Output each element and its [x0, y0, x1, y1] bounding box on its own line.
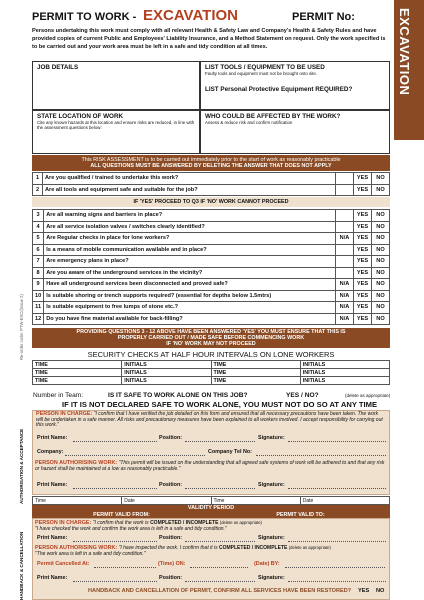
hb-print-name-label: Print Name: — [37, 535, 68, 541]
permit-no-label: PERMIT No: — [292, 11, 355, 23]
question-number: 2 — [33, 184, 43, 196]
in-charge-statement: "I confirm that I have verified the job detailed on this form and ensured that all necessary precautions have been taken. The work will be undertaken in a safe manner. All risks and precautionary measures have been explained to all workers involved. I accept responsibility for carrying out this work." — [36, 411, 383, 429]
hb2-position-label: Position: — [159, 575, 183, 581]
no-option[interactable]: NO — [372, 173, 390, 185]
question-number: 4 — [33, 221, 44, 233]
security-row — [33, 377, 390, 385]
hb2-print-name-field[interactable] — [73, 577, 157, 582]
security-row — [33, 361, 390, 369]
who-affected-label: WHO COULD BE AFFECTED BY THE WORK? — [205, 113, 341, 120]
permit-valid-to: PERMIT VALID TO: — [211, 512, 390, 518]
question-row — [33, 279, 390, 291]
auth-print-name-label: Print Name: — [37, 435, 68, 441]
time-on-label: (Time) ON: — [158, 561, 186, 567]
yes-option[interactable]: YES — [354, 244, 372, 256]
delete-note: (delete as appropriate) — [345, 393, 391, 398]
no-option[interactable]: NO — [372, 279, 390, 291]
question-text: Is suitable equipment to free lumps of stone etc.? — [44, 302, 336, 314]
question-number: 6 — [33, 244, 44, 256]
side-tab — [394, 0, 424, 140]
reorder-code: Re-order code: PTW-EXC/(Issue 2) — [19, 294, 24, 360]
question-row — [33, 313, 390, 325]
question-row — [33, 221, 390, 233]
safe-alone-question: IS IT SAFE TO WORK ALONE ON THIS JOB? — [108, 392, 248, 399]
question-text: Are emergency plans in place? — [44, 256, 336, 268]
state-location-note: Cite any known hazards at this location and ensure risks are reduced, in line with the assessment questions below: — [37, 120, 195, 130]
time-on-field[interactable] — [190, 563, 248, 568]
auth2-signature-label: Signature: — [258, 482, 285, 488]
handback-in-charge-label: PERSON IN CHARGE: — [35, 520, 92, 526]
yes-option[interactable]: YES — [354, 256, 372, 268]
auth2-print-name-field[interactable] — [73, 484, 157, 489]
job-details-label: JOB DETAILS — [37, 64, 79, 71]
no-option[interactable]: NO — [372, 302, 390, 314]
list-tools-note: Faulty tools and equipment must not be brought onto site. — [205, 71, 318, 76]
valid-to-date[interactable]: Date — [300, 497, 389, 505]
question-text: Are you qualified / trained to undertake this work? — [43, 173, 336, 185]
date-by-field[interactable] — [285, 563, 385, 568]
company-label: Company: — [37, 449, 64, 455]
permit-cancelled-field[interactable] — [94, 563, 156, 568]
valid-to-time[interactable]: Time — [211, 497, 300, 505]
question-text: Are all tools and equipment safe and suitable for the job? — [43, 184, 336, 196]
risk-assessment-banner — [32, 155, 390, 171]
company-tel-label: Company Tel No: — [208, 449, 252, 455]
question-text: Are Regular checks in place for lone workers? — [44, 233, 336, 245]
handback-no-option[interactable]: NO — [376, 588, 385, 594]
authorising-statement-block — [35, 461, 387, 472]
auth2-position-field[interactable] — [185, 484, 255, 489]
handback-completed-option[interactable]: COMPLETED / INCOMPLETE — [150, 520, 219, 526]
question-number: 12 — [33, 313, 44, 325]
handback-in-charge-text2: "I have checked the work and confirm the work area is left in a safe and tidy condition." — [35, 525, 227, 532]
work-alone-warning: IF IT IS NOT DECLARED SAFE TO WORK ALONE, YOU MUST NOT DO SO AT ANY TIME — [62, 400, 378, 409]
no-option[interactable]: NO — [372, 244, 390, 256]
na-option[interactable]: N/A — [336, 233, 354, 245]
security-initials-cell[interactable]: INITIALS — [300, 369, 389, 377]
question-text: Is suitable shoring or trench supports required? (essential for depths below 1.5mtrs) — [44, 290, 336, 302]
providing-line1: PROVIDING QUESTIONS 3 - 12 ABOVE HAVE BEEN ANSWERED 'YES' YOU MUST ENSURE THAT THIS IS — [76, 329, 346, 335]
location-box[interactable] — [32, 110, 200, 154]
security-time-cell[interactable]: TIME — [211, 361, 300, 369]
question-row — [33, 244, 390, 256]
na-option[interactable] — [336, 244, 354, 256]
question-row — [33, 233, 390, 245]
no-option[interactable]: NO — [372, 221, 390, 233]
security-time-cell[interactable]: TIME — [33, 377, 122, 385]
risk-banner-line2: ALL QUESTIONS MUST BE ANSWERED BY DELETING THE ANSWER THAT DOES NOT APPLY — [90, 163, 332, 170]
auth-signature-field[interactable] — [288, 437, 386, 442]
form-title: EXCAVATION — [143, 7, 239, 24]
security-initials-cell[interactable]: INITIALS — [300, 377, 389, 385]
question-row — [33, 210, 390, 222]
handback-delete-note: (delete as appropriate) — [219, 520, 262, 525]
security-time-cell[interactable]: TIME — [211, 377, 300, 385]
validity-grid — [32, 496, 390, 505]
company-tel-field[interactable] — [256, 451, 386, 456]
na-option[interactable]: N/A — [336, 313, 354, 325]
security-time-cell[interactable]: TIME — [33, 369, 122, 377]
auth2-signature-field[interactable] — [288, 484, 386, 489]
yes-no-option[interactable]: YES / NO? — [286, 392, 319, 399]
na-option[interactable] — [336, 256, 354, 268]
handback-authorising-text: "I have inspected the work. I confirm that it is — [118, 545, 218, 551]
list-tools-label: LIST TOOLS / EQUIPMENT TO BE USED — [205, 64, 325, 71]
handback-authorising-text2: "The work area is left in a safe and tidy condition." — [35, 550, 146, 557]
no-option[interactable]: NO — [372, 313, 390, 325]
handback-in-charge-text: "I confirm that the work is — [92, 520, 149, 526]
affected-box[interactable] — [200, 110, 390, 154]
intro-text: Persons undertaking this work must comply with all relevant Health & Safety Law and Company's Health & Safety Rules and have provided copies of current Public and Employees' Liability Insurance, and a Method Statement on request. Only the work specified is to be carried out and your work area must be left in a safe and tidy condition at all times. — [32, 28, 386, 50]
permit-to-work-label: PERMIT TO WORK - — [32, 11, 137, 23]
security-checks-grid — [32, 360, 390, 385]
yes-option[interactable]: YES — [354, 290, 372, 302]
auth-signature-label: Signature: — [258, 435, 285, 441]
hb-position-label: Position: — [159, 535, 183, 541]
question-text: Do you have fine material available for back-filling? — [44, 313, 336, 325]
side-tab-label: EXCAVATION — [397, 8, 412, 96]
questions-table-b — [32, 209, 390, 325]
hb-position-field[interactable] — [185, 537, 255, 542]
valid-from-date[interactable]: Date — [122, 497, 211, 505]
handback-authorising-block — [35, 545, 387, 558]
auth-print-name-field[interactable] — [73, 437, 157, 442]
security-initials-cell[interactable]: INITIALS — [122, 361, 211, 369]
auth2-position-label: Position: — [159, 482, 183, 488]
question-number: 10 — [33, 290, 44, 302]
hb-signature-field[interactable] — [288, 537, 386, 542]
no-option[interactable]: NO — [372, 210, 390, 222]
no-option[interactable]: NO — [372, 184, 390, 196]
question-row — [33, 267, 390, 279]
list-ppe-label: LIST Personal Protective Equipment REQUIRED? — [205, 86, 353, 93]
question-number: 11 — [33, 302, 44, 314]
na-option[interactable]: N/A — [336, 279, 354, 291]
handback-side-label: HANDBACK & CANCELLATION — [19, 531, 24, 600]
security-initials-cell[interactable]: INITIALS — [122, 377, 211, 385]
in-charge-label: PERSON IN CHARGE: — [36, 411, 93, 417]
na-option[interactable]: N/A — [336, 302, 354, 314]
hb-print-name-field[interactable] — [73, 537, 157, 542]
handback-footer: HANDBACK AND CANCELLATION OF PERMIT, CONFIRM ALL SERVICES HAVE BEEN RESTORED? — [88, 588, 352, 594]
risk-banner-line1: This RISK ASSESSMENT is to be carried out immediately prior to the start of work as reasonably practicable — [81, 157, 341, 163]
auth2-print-name-label: Print Name: — [37, 482, 68, 488]
yes-option[interactable]: YES — [354, 233, 372, 245]
authorisation-side-label: AUTHORISATION & ACCEPTANCE — [19, 428, 24, 504]
handback-authorising-delete-note: (delete as appropriate) — [288, 545, 331, 550]
yes-option[interactable]: YES — [354, 313, 372, 325]
no-option[interactable]: NO — [372, 233, 390, 245]
question-row — [33, 173, 390, 185]
na-option[interactable]: N/A — [336, 290, 354, 302]
validity-period-banner: VALIDITY PERIOD — [32, 505, 390, 512]
question-number: 7 — [33, 256, 44, 268]
number-in-team-label: Number in Team: — [33, 392, 84, 399]
valid-from-time[interactable]: Time — [33, 497, 122, 505]
no-option[interactable]: NO — [372, 267, 390, 279]
security-time-cell[interactable]: TIME — [33, 361, 122, 369]
yes-option[interactable]: YES — [354, 210, 372, 222]
question-number: 1 — [33, 173, 43, 185]
handback-yes-option[interactable]: YES — [358, 588, 370, 594]
security-heading: SECURITY CHECKS AT HALF HOUR INTERVALS ON LONE WORKERS — [87, 350, 335, 359]
providing-banner — [32, 328, 390, 348]
providing-line3: IF 'NO' WORK MAY NOT PROCEED — [166, 341, 256, 348]
question-number: 8 — [33, 267, 44, 279]
hb2-signature-field[interactable] — [288, 577, 386, 582]
hb2-position-field[interactable] — [185, 577, 255, 582]
question-row — [33, 302, 390, 314]
na-option[interactable] — [336, 184, 354, 196]
permit-cancelled-label: Permit Cancelled At: — [37, 561, 90, 567]
handback-in-charge-block — [35, 520, 387, 533]
providing-line2: PROPERLY CARRIED OUT / MADE SAFE BEFORE COMMENCING WORK — [117, 335, 305, 342]
hb2-signature-label: Signature: — [258, 575, 285, 581]
state-location-label: STATE LOCATION OF WORK — [37, 113, 124, 120]
no-option[interactable]: NO — [372, 290, 390, 302]
question-row — [33, 184, 390, 196]
handback-authorising-completed-option[interactable]: COMPLETED / INCOMPLETE — [219, 545, 288, 551]
security-initials-cell[interactable]: INITIALS — [300, 361, 389, 369]
question-text: Have all underground services been disconnected and proved safe? — [44, 279, 336, 291]
who-affected-note: Assess & reduce risk and confirm notification — [205, 120, 293, 125]
yes-option[interactable]: YES — [354, 302, 372, 314]
question-number: 3 — [33, 210, 44, 222]
hb-signature-label: Signature: — [258, 535, 285, 541]
questions-table-a — [32, 172, 390, 196]
date-by-label: (Date) BY: — [254, 561, 280, 567]
proceed-banner: IF 'YES' PROCEED TO Q3 IF 'NO' WORK CANNOT PROCEED — [32, 197, 390, 207]
yes-option[interactable]: YES — [354, 173, 372, 185]
yes-option[interactable]: YES — [354, 184, 372, 196]
authorising-statement: "This permit will be issued on the understanding that all agreed safe systems of work will be adhered to and that any risk or hazard shall be maintained at a low as reasonably practicable." — [35, 460, 385, 472]
question-text: Are you aware of the underground services in the vicinity? — [44, 267, 336, 279]
yes-option[interactable]: YES — [354, 221, 372, 233]
permit-valid-from: PERMIT VALID FROM: — [32, 512, 211, 518]
security-time-cell[interactable]: TIME — [211, 369, 300, 377]
auth-position-label: Position: — [159, 435, 183, 441]
handback-authorising-label: PERSON AUTHORISING WORK: — [35, 545, 118, 551]
na-option[interactable] — [336, 210, 354, 222]
security-initials-cell[interactable]: INITIALS — [122, 369, 211, 377]
authorising-label: PERSON AUTHORISING WORK: — [35, 460, 118, 466]
hb2-print-name-label: Print Name: — [37, 575, 68, 581]
question-number: 9 — [33, 279, 44, 291]
question-row — [33, 290, 390, 302]
question-row — [33, 256, 390, 268]
job-details-box[interactable] — [32, 61, 200, 110]
auth-position-field[interactable] — [185, 437, 255, 442]
yes-option[interactable]: YES — [354, 267, 372, 279]
yes-option[interactable]: YES — [354, 279, 372, 291]
no-option[interactable]: NO — [372, 256, 390, 268]
question-text: Is a means of mobile communication available and in place? — [44, 244, 336, 256]
tools-box[interactable] — [200, 61, 390, 110]
security-row — [33, 369, 390, 377]
company-field[interactable] — [65, 451, 205, 456]
question-text: Are all warning signs and barriers in place? — [44, 210, 336, 222]
question-number: 5 — [33, 233, 44, 245]
na-option[interactable] — [336, 221, 354, 233]
na-option[interactable] — [336, 173, 354, 185]
question-text: Are all service isolation valves / switches clearly identified? — [44, 221, 336, 233]
na-option[interactable] — [336, 267, 354, 279]
